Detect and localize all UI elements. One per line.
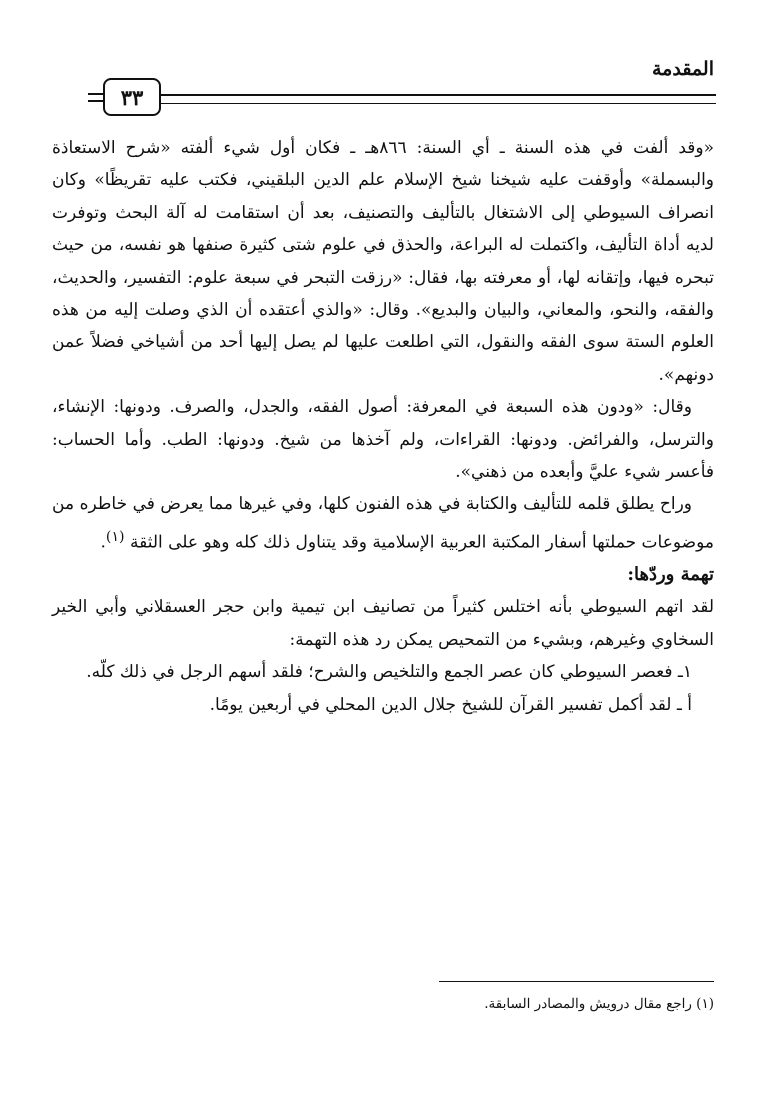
body-text <box>52 132 714 721</box>
paragraph-4: لقد اتهم السيوطي بأنه اختلس كثيراً من تصانيف ابن تيمية وابن حجر العسقلاني وأبي الخير السخاوي وغيرهم، وبشيء من التمحيص يمكن رد هذه التهمة: <box>52 597 714 650</box>
list-item-1a: أ ـ لقد أكمل تفسير القرآن للشيخ جلال الدين المحلي في أربعين يومًا. <box>209 694 692 715</box>
paragraph-1: «وقد ألفت في هذه السنة ـ أي السنة: ٨٦٦هـ ـ فكان أول شيء ألفته «شرح الاستعاذة والبسملة» وأوقفت عليه شيخنا شيخ الإسلام علم الدين البلقيني، فكتب عليه تقريظًا» وكان انصراف السيوطي إلى الاشتغال بالتأليف والتصنيف، بعد أن استقامت له آلة البحث وتوفرت لديه أداة التأليف، واكتملت له البراعة، والحذق في علوم شتى كثيرة صنفها هو نفسه، من حيث تبحره فيها، وإتقانه لها، أو معرفته بها، فقال: «رزقت التبحر في سبعة علوم: التفسير، والحديث، والفقه، والنحو، والمعاني، والبيان والبديع». وقال: «والذي أعتقده أن الذي وصلت إليه من هذه العلوم الستة سوى الفقه والنقول، التي اطلعت عليها لم يصل إليها أحد من أشياخي فضلاً عمن دونهم». <box>52 138 714 385</box>
section-heading: تهمة وردّها: <box>627 563 714 585</box>
list-item-1: ١ـ فعصر السيوطي كان عصر الجمع والتلخيص والشرح؛ فلقد أسهم الرجل في ذلك كلّه. <box>86 662 692 683</box>
page-number: ٣٣ <box>120 84 144 110</box>
header-rule <box>103 94 716 104</box>
paragraph-2: وقال: «ودون هذه السبعة في المعرفة: أصول الفقه، والجدل، والصرف. ودونها: الإنشاء، والترسل، والفرائض. ودونها: القراءات، ولم آخذها من شيخ. ودونها: الطب. وأما الحساب: فأعسر شيء عليَّ وأبعده من ذهني». <box>52 397 714 483</box>
header-rule-end-mark <box>88 93 103 102</box>
page-number-badge <box>103 78 161 116</box>
paragraph-3-text: وراح يطلق قلمه للتأليف والكتابة في هذه الفنون كلها، وفي غيرها مما يعرض في خاطره من موضوعات حملتها أسفار المكتبة العربية الإسلامية وقد يتناول ذلك كله وهو على الثقة <box>52 494 714 553</box>
footnote: (١) راجع مقال درويش والمصادر السابقة. <box>484 996 714 1012</box>
footnote-reference: (١) <box>105 528 125 545</box>
chapter-title: المقدمة <box>651 58 714 80</box>
paragraph-3: وراح يطلق قلمه للتأليف والكتابة في هذه الفنون كلها، وفي غيرها مما يعرض في خاطره من موضوعات حملتها أسفار المكتبة العربية الإسلامية وقد يتناول ذلك كله وهو على الثقة $^{(١)}$. <box>52 494 714 553</box>
footnote-separator <box>439 981 714 982</box>
